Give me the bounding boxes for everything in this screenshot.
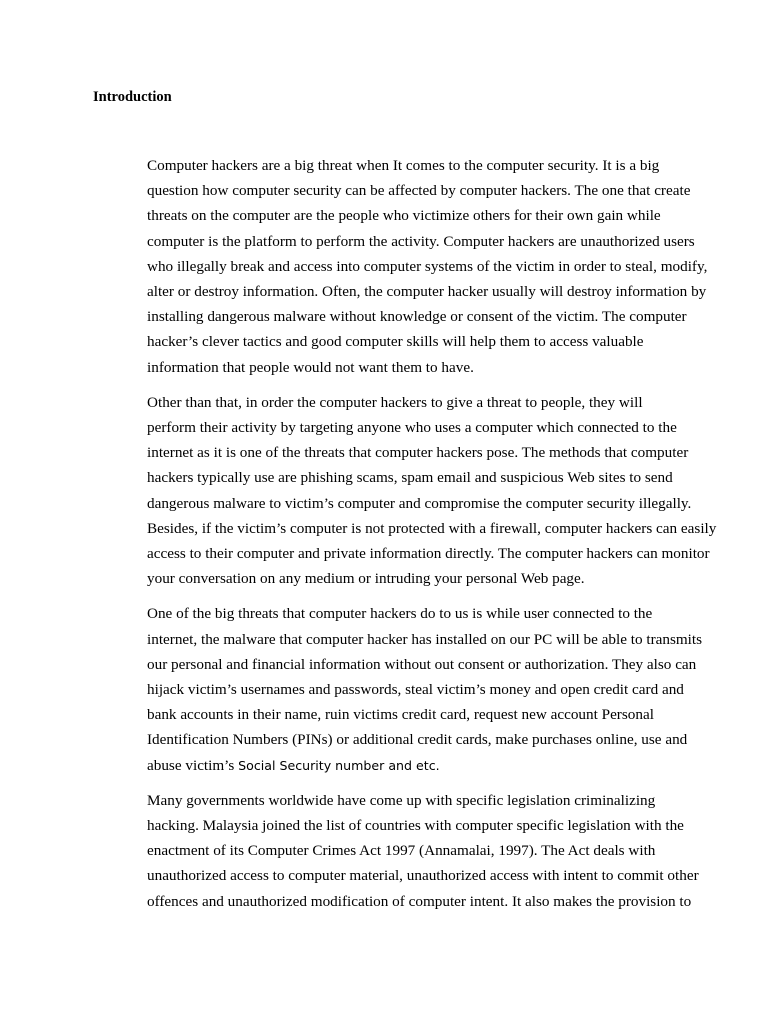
text-line: hijack victim’s usernames and passwords, steal victim’s money and open credit card and — [147, 681, 684, 699]
text-line-tail: Social Security number and etc. — [238, 757, 440, 773]
text-line: installing dangerous malware without knowledge or consent of the victim. The computer — [147, 308, 687, 326]
text-line: hackers typically use are phishing scams, spam email and suspicious Web sites to send — [147, 469, 673, 487]
text-line: unauthorized access to computer material, unauthorized access with intent to commit other — [147, 867, 699, 885]
text-line: Computer hackers are a big threat when It comes to the computer security. It is a big — [147, 157, 660, 174]
text-line: One of the big threats that computer hackers do to us is while user connected to the — [147, 605, 653, 623]
text-line: enactment of its Computer Crimes Act 1997 (Annamalai, 1997). The Act deals with — [147, 842, 656, 860]
text-line: hacker’s clever tactics and good computer skills will help them to access valuable — [147, 333, 644, 351]
text-line: dangerous malware to victim’s computer and compromise the computer security illegally. — [147, 494, 692, 512]
text-line-final — [93, 753, 685, 778]
text-line: our personal and financial information without out consent or authorization. They also can — [147, 655, 697, 673]
text-line: bank accounts in their name, ruin victims credit card, request new account Personal — [147, 706, 654, 724]
text-line: question how computer security can be affected by computer hackers. The one that create — [147, 182, 691, 200]
text-line: threats on the computer are the people who victimize others for their own gain while — [147, 207, 661, 225]
document-body — [93, 153, 717, 924]
text-line: internet as it is one of the threats that computer hackers pose. The methods that computer — [147, 444, 689, 462]
text-line: perform their activity by targeting anyone who uses a computer which connected to the — [147, 419, 677, 437]
text-line: Identification Numbers (PINs) or additional credit cards, make purchases online, use and — [147, 731, 688, 749]
text-line-start: abuse victim’s — [147, 756, 239, 774]
text-line: Besides, if the victim’s computer is not protected with a firewall, computer hackers can easily — [147, 519, 717, 537]
paragraph-4 — [93, 788, 699, 914]
text-line: access to their computer and private information directly. The computer hackers can monitor — [147, 545, 710, 563]
text-line: Other than that, in order the computer hackers to give a threat to people, they will — [147, 393, 643, 411]
paragraph-1 — [93, 153, 708, 380]
section-heading: Introduction — [93, 89, 172, 105]
text-line: information that people would not want them to have. — [147, 358, 474, 376]
text-line: internet, the malware that computer hacker has installed on our PC will be able to transmits — [147, 630, 703, 648]
text-line: Many governments worldwide have come up with specific legislation criminalizing — [147, 791, 656, 809]
text-line: computer is the platform to perform the activity. Computer hackers are unauthorized users — [147, 232, 695, 250]
text-line: who illegally break and access into computer systems of the victim in order to steal, modify, — [147, 257, 708, 275]
text-line: offences and unauthorized modification of computer intent. It also makes the provision to — [147, 892, 692, 910]
paragraph-2 — [93, 390, 717, 592]
text-line: alter or destroy information. Often, the computer hacker usually will destroy information by — [147, 283, 707, 301]
text-line: your conversation on any medium or intruding your personal Web page. — [147, 570, 585, 588]
text-line: hacking. Malaysia joined the list of countries with computer specific legislation with the — [147, 817, 684, 835]
paragraph-3 — [93, 601, 703, 777]
